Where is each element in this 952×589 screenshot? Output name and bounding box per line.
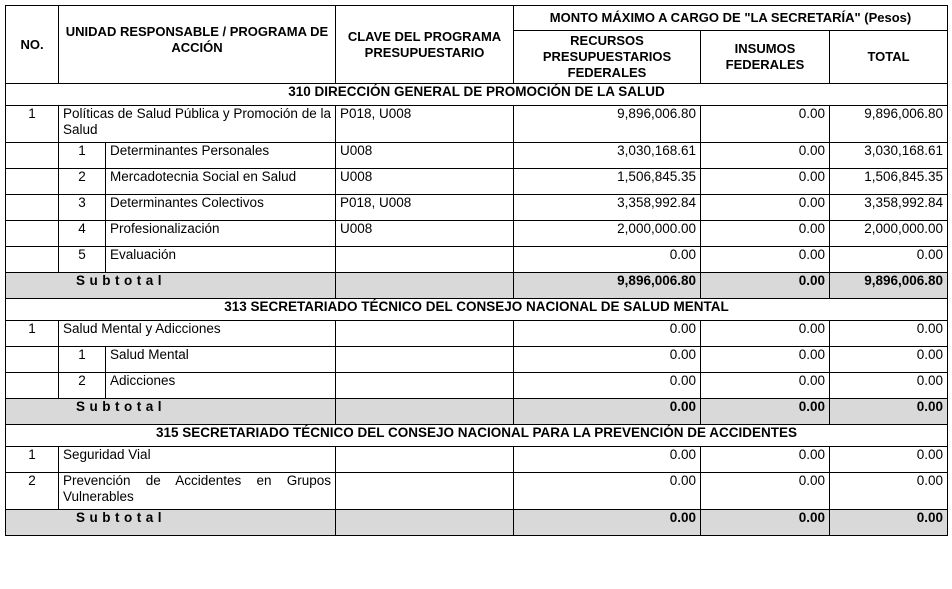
item-clave [336,347,514,373]
section-title: 310 DIRECCIÓN GENERAL DE PROMOCIÓN DE LA SALUD [6,84,948,106]
program-no: 1 [6,447,59,473]
item-insumos: 0.00 [701,221,830,247]
item-clave: U008 [336,143,514,169]
item-total: 3,030,168.61 [830,143,948,169]
subtotal-row [6,510,948,536]
program-recursos: 9,896,006.80 [514,106,701,143]
item-total: 0.00 [830,347,948,373]
subtotal-label: Subtotal [6,273,336,299]
program-name: Seguridad Vial [59,447,336,473]
program-name: Políticas de Salud Pública y Promoción de la Salud [59,106,336,143]
subtotal-insumos: 0.00 [701,510,830,536]
header-recursos: RECURSOS PRESUPUESTARIOS FEDERALES [514,31,701,84]
item-insumos: 0.00 [701,195,830,221]
item-recursos: 2,000,000.00 [514,221,701,247]
subtotal-row [6,399,948,425]
program-recursos: 0.00 [514,447,701,473]
item-row [6,221,948,247]
item-recursos: 3,030,168.61 [514,143,701,169]
item-clave [336,373,514,399]
item-insumos: 0.00 [701,143,830,169]
item-no: 2 [59,373,106,399]
subtotal-insumos: 0.00 [701,273,830,299]
item-no: 1 [59,143,106,169]
subtotal-label: Subtotal [6,399,336,425]
subtotal-insumos: 0.00 [701,399,830,425]
item-name: Profesionalización [106,221,336,247]
item-no: 3 [59,195,106,221]
item-no: 5 [59,247,106,273]
subtotal-total: 9,896,006.80 [830,273,948,299]
subtotal-label: Subtotal [6,510,336,536]
item-clave: U008 [336,221,514,247]
program-no: 2 [6,473,59,510]
program-total: 9,896,006.80 [830,106,948,143]
program-insumos: 0.00 [701,106,830,143]
item-name: Mercadotecnia Social en Salud [106,169,336,195]
item-no: 2 [59,169,106,195]
program-clave: P018, U008 [336,106,514,143]
program-row [6,106,948,143]
program-recursos: 0.00 [514,321,701,347]
header-total: TOTAL [830,31,948,84]
header-no: NO. [6,6,59,84]
item-total: 2,000,000.00 [830,221,948,247]
program-total: 0.00 [830,447,948,473]
item-total: 1,506,845.35 [830,169,948,195]
program-insumos: 0.00 [701,321,830,347]
item-recursos: 0.00 [514,247,701,273]
item-insumos: 0.00 [701,247,830,273]
item-total: 0.00 [830,247,948,273]
item-insumos: 0.00 [701,169,830,195]
program-insumos: 0.00 [701,473,830,510]
program-recursos: 0.00 [514,473,701,510]
item-row [6,169,948,195]
program-total: 0.00 [830,473,948,510]
program-clave [336,321,514,347]
item-row [6,373,948,399]
item-name: Evaluación [106,247,336,273]
item-clave: P018, U008 [336,195,514,221]
item-row [6,347,948,373]
item-name: Salud Mental [106,347,336,373]
item-name: Adicciones [106,373,336,399]
program-insumos: 0.00 [701,447,830,473]
item-no: 1 [59,347,106,373]
item-recursos: 0.00 [514,373,701,399]
header-unidad: UNIDAD RESPONSABLE / PROGRAMA DE ACCIÓN [59,6,336,84]
program-clave [336,473,514,510]
header-clave: CLAVE DEL PROGRAMA PRESUPUESTARIO [336,6,514,84]
program-row [6,321,948,347]
item-name: Determinantes Personales [106,143,336,169]
item-row [6,195,948,221]
program-clave [336,447,514,473]
program-name: Salud Mental y Adicciones [59,321,336,347]
subtotal-recursos: 9,896,006.80 [514,273,701,299]
subtotal-recursos: 0.00 [514,510,701,536]
header-monto: MONTO MÁXIMO A CARGO DE "LA SECRETARÍA" (Pesos) [514,6,948,31]
program-no: 1 [6,321,59,347]
program-name: Prevención de Accidentes en Grupos Vulnerables [59,473,336,510]
item-total: 0.00 [830,373,948,399]
item-insumos: 0.00 [701,347,830,373]
program-row [6,447,948,473]
item-total: 3,358,992.84 [830,195,948,221]
program-row [6,473,948,510]
item-row [6,143,948,169]
section-title: 315 SECRETARIADO TÉCNICO DEL CONSEJO NACIONAL PARA LA PREVENCIÓN DE ACCIDENTES [6,425,948,447]
item-recursos: 3,358,992.84 [514,195,701,221]
subtotal-total: 0.00 [830,510,948,536]
item-insumos: 0.00 [701,373,830,399]
item-clave [336,247,514,273]
item-row [6,247,948,273]
item-recursos: 0.00 [514,347,701,373]
program-total: 0.00 [830,321,948,347]
item-no: 4 [59,221,106,247]
subtotal-recursos: 0.00 [514,399,701,425]
item-clave: U008 [336,169,514,195]
section-title: 313 SECRETARIADO TÉCNICO DEL CONSEJO NACIONAL DE SALUD MENTAL [6,299,948,321]
budget-table [5,5,948,536]
item-recursos: 1,506,845.35 [514,169,701,195]
subtotal-row [6,273,948,299]
header-insumos: INSUMOS FEDERALES [701,31,830,84]
item-name: Determinantes Colectivos [106,195,336,221]
program-no: 1 [6,106,59,143]
subtotal-total: 0.00 [830,399,948,425]
